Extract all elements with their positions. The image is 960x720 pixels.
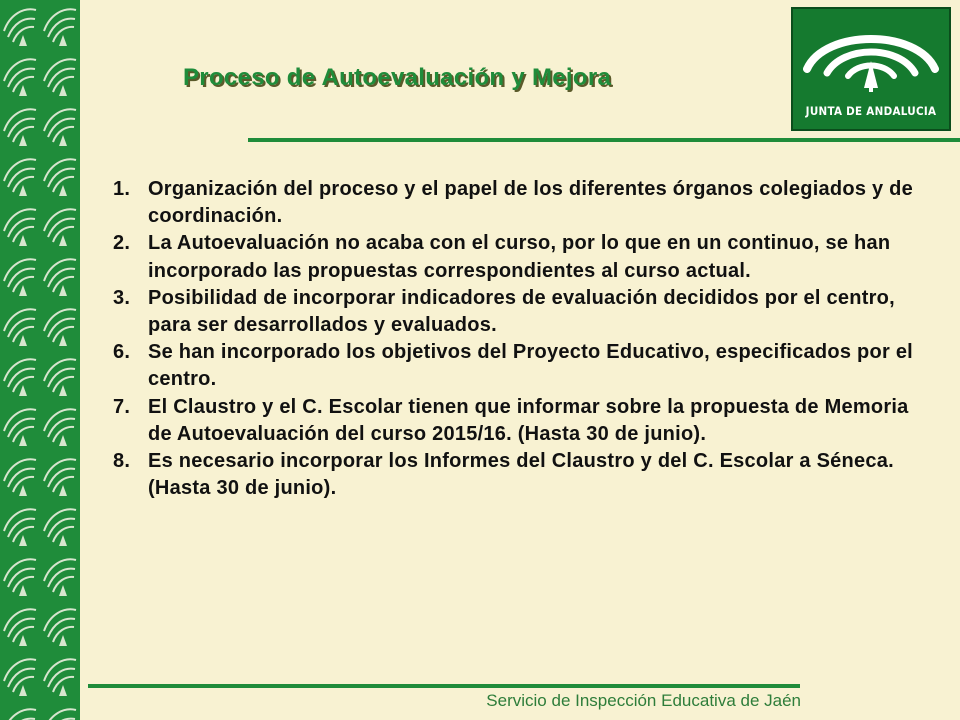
list-item [113, 448, 923, 502]
list-item [113, 285, 923, 339]
top-rule [248, 138, 960, 142]
slide-title: Proceso de Autoevaluación y Mejora [183, 64, 612, 91]
list-item-text: Posibilidad de incorporar indicadores de evaluación decididos por el centro, para ser desarrollados y evaluados. [148, 286, 895, 337]
list-item-text: Se han incorporado los objetivos del Proyecto Educativo, especificados por el centro. [148, 341, 913, 391]
list-item-number: 7. [113, 395, 131, 418]
list-item [113, 176, 923, 230]
list-item-number: 8. [113, 450, 131, 473]
bottom-rule [88, 684, 800, 688]
list-item-text: La Autoevaluación no acaba con el curso, por lo que en un continuo, se han incorporado las propuestas correspondientes al curso actual. [148, 232, 891, 282]
junta-logo [791, 7, 951, 131]
decorative-side-band [0, 0, 80, 720]
list-item-number: 1. [113, 178, 131, 200]
pattern-icon [0, 0, 80, 720]
list-item-text: Es necesario incorporar los Informes del Claustro y del C. Escolar a Séneca. (Hasta 30 de junio). [148, 450, 894, 500]
list-item-text: El Claustro y el C. Escolar tienen que informar sobre la propuesta de Memoria de Autoevaluación del curso 2015/16. (Hasta 30 de junio). [148, 395, 909, 445]
list-item [113, 230, 923, 284]
list-item-number: 6. [113, 341, 131, 364]
list-item [113, 339, 923, 393]
list-item [113, 394, 923, 448]
footer-text: Servicio de Inspección Educativa de Jaén [486, 691, 801, 710]
list-item-number: 3. [113, 286, 131, 309]
content-list [113, 176, 923, 502]
list-item-number: 2. [113, 232, 131, 255]
list-item-text: Organización del proceso y el papel de los diferentes órganos colegiados y de coordinación. [148, 178, 914, 228]
logo-text: JUNTA DE ANDALUCIA [805, 104, 937, 118]
